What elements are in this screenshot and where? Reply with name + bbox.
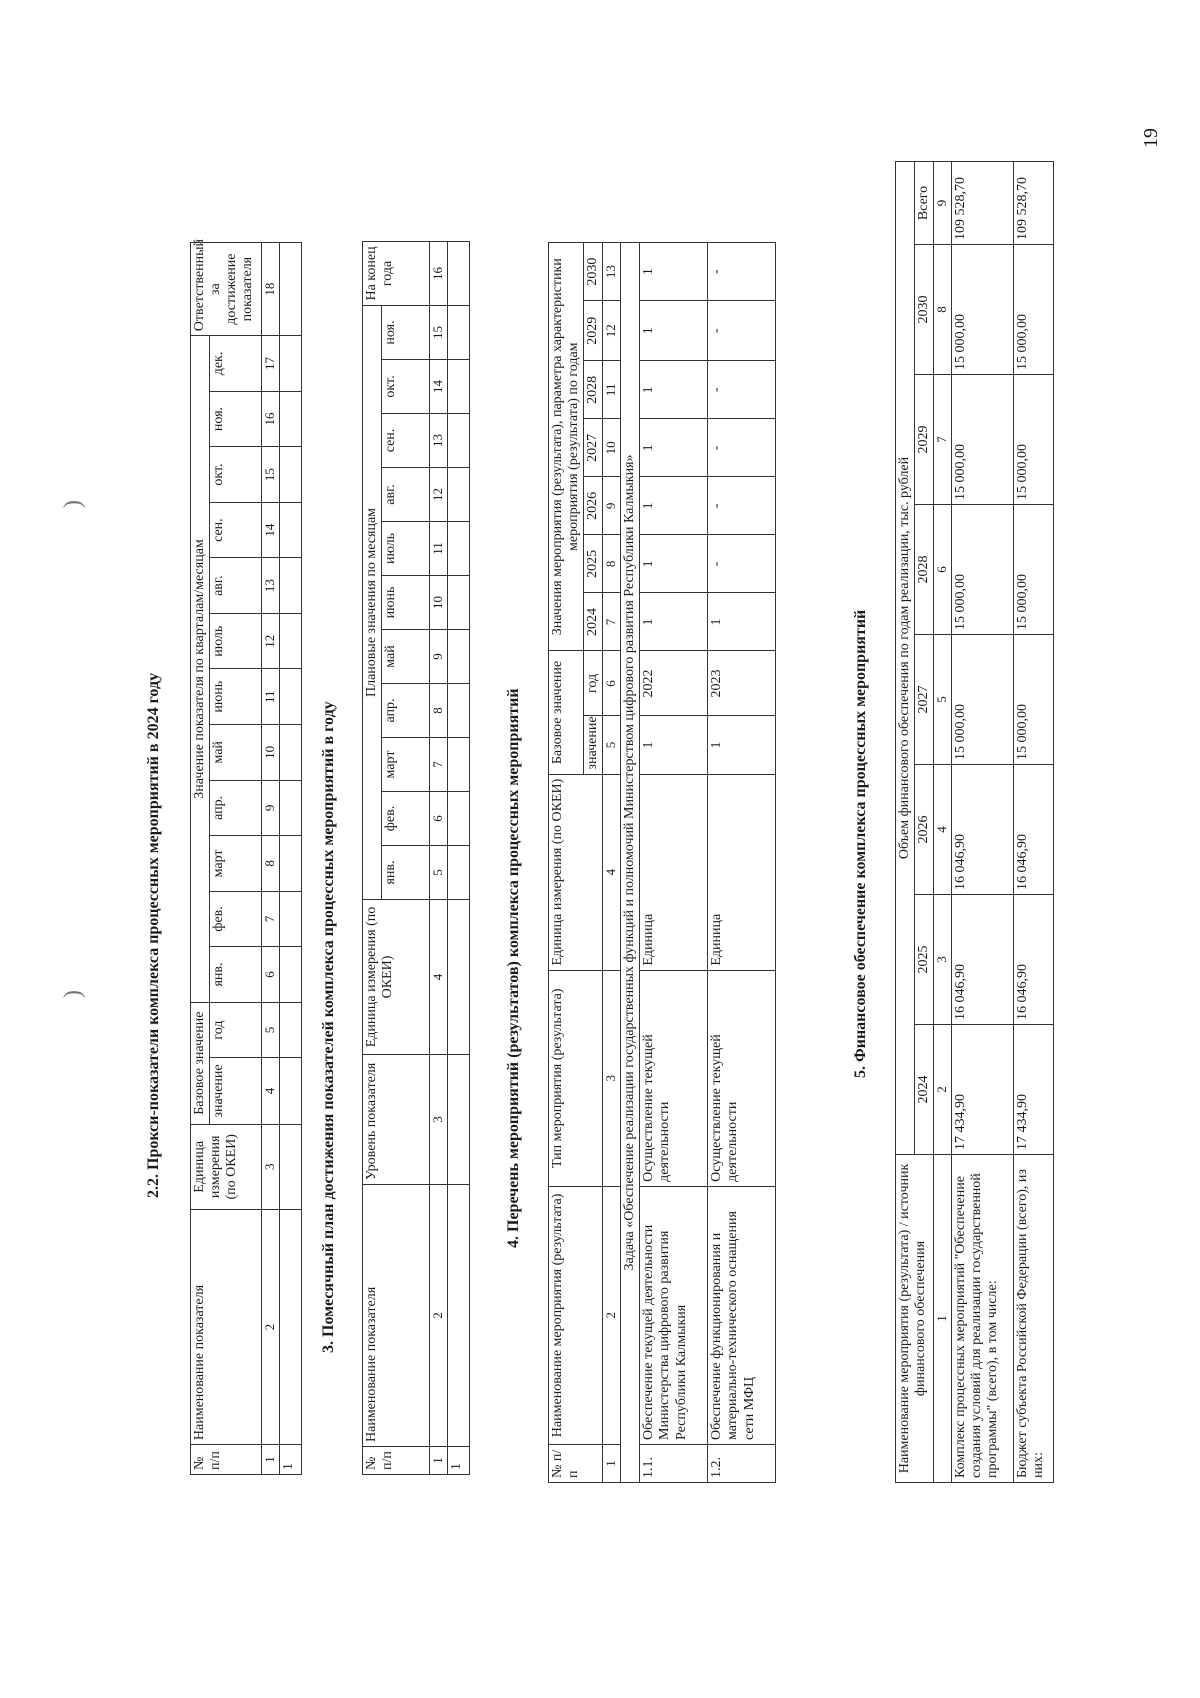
financing-table-block	[895, 161, 1054, 1483]
table-cell	[448, 305, 470, 359]
month-header: март	[382, 738, 430, 792]
base-year: 2022	[640, 651, 708, 716]
year-value: 1	[708, 593, 776, 651]
column-number: 3	[430, 1055, 448, 1185]
column-number: 6	[430, 792, 448, 846]
column-number: 11	[262, 669, 280, 725]
header-cell: Объем финансового обеспечения по годам реализации, тыс. рублей	[896, 161, 915, 1154]
column-number: 13	[603, 243, 621, 301]
monthly-plan-table-block	[362, 241, 470, 1475]
column-number: 9	[934, 161, 952, 244]
column-number: 9	[603, 477, 621, 535]
column-number: 11	[603, 361, 621, 419]
column-number: 11	[430, 522, 448, 576]
year-header: 2025	[584, 535, 603, 593]
task-row: Задача «Обеспечение реализации государственных функций и полномочий Министерством цифрового развития Республики Калмыкия»	[621, 243, 640, 1483]
year-value: -	[708, 477, 776, 535]
column-number: 14	[262, 502, 280, 558]
financing-value: 16 046,90	[1014, 765, 1054, 895]
header-cell: Наименование мероприятия (результата)	[549, 1186, 603, 1444]
column-number: 7	[934, 375, 952, 505]
table-cell	[280, 725, 302, 781]
month-header: март	[210, 836, 262, 892]
table-cell	[448, 360, 470, 414]
year-value: -	[708, 243, 776, 301]
table-cell	[280, 558, 302, 614]
row-number: 1.1.	[640, 1444, 708, 1482]
month-header: июнь	[210, 669, 262, 725]
financing-value: 16 046,90	[952, 895, 1014, 1025]
year-value: -	[708, 419, 776, 477]
financing-value: 15 000,00	[1014, 375, 1054, 505]
column-number: 10	[262, 725, 280, 781]
column-number: 10	[603, 419, 621, 477]
column-number: 4	[603, 774, 621, 970]
financing-value: 15 000,00	[1014, 505, 1054, 635]
column-number: 1	[934, 1155, 952, 1483]
financing-value: 16 046,90	[952, 765, 1014, 895]
activity-type: Осуществление текущей деятельности	[640, 970, 708, 1186]
column-number: 3	[934, 895, 952, 1025]
year-value: -	[708, 301, 776, 361]
column-number: 12	[430, 468, 448, 522]
year-header: 2029	[915, 375, 934, 505]
month-header: май	[382, 630, 430, 684]
column-number: 8	[262, 836, 280, 892]
column-number: 2	[934, 1025, 952, 1155]
financing-value: 15 000,00	[952, 375, 1014, 505]
financing-value: 16 046,90	[1014, 895, 1054, 1025]
table-cell	[448, 900, 470, 1055]
month-header: сен.	[382, 414, 430, 468]
table-cell	[280, 1124, 302, 1209]
year-value: -	[708, 361, 776, 419]
table-cell	[448, 414, 470, 468]
table-cell	[280, 613, 302, 669]
header-cell: год	[210, 1002, 262, 1058]
year-value: 1	[640, 243, 708, 301]
header-cell: № п/п	[191, 1445, 262, 1475]
table-cell: 1	[280, 1445, 302, 1475]
financing-value: 17 434,90	[1014, 1025, 1054, 1155]
month-header: фев.	[382, 792, 430, 846]
month-header: фев.	[210, 891, 262, 947]
base-value: 1	[640, 716, 708, 774]
activity-name: Обеспечение функционирования и материально-технического оснащения сети МФЦ	[708, 1186, 776, 1444]
base-year: 2023	[708, 651, 776, 716]
financing-source: Бюджет субъекта Российской Федерации (всего), из них:	[1014, 1155, 1054, 1483]
year-header: 2024	[584, 593, 603, 651]
header-cell: год	[584, 651, 603, 716]
header-cell: Базовое значение	[191, 1002, 210, 1124]
section-2-2-title: 2.2. Прокси-показатели комплекса процессных мероприятий в 2024 году	[145, 672, 162, 1198]
financing-source: Комплекс процессных мероприятий "Обеспечение создания условий для реализации государственной программы" (всего), в том числе:	[952, 1155, 1014, 1483]
header-cell: Тип мероприятия (результата)	[549, 970, 603, 1186]
header-cell: значение	[584, 716, 603, 774]
year-value: 1	[640, 361, 708, 419]
column-number: 8	[603, 535, 621, 593]
column-number: 18	[262, 243, 280, 336]
header-cell: Наименование мероприятия (результата) / источник финансового обеспечения	[896, 1155, 934, 1483]
column-number: 7	[262, 891, 280, 947]
year-value: -	[708, 535, 776, 593]
month-header: ноя.	[210, 391, 262, 447]
page-number: 19	[1140, 128, 1162, 148]
column-number: 1	[262, 1445, 280, 1475]
column-number: 17	[262, 336, 280, 392]
column-number: 16	[430, 241, 448, 305]
year-value: 1	[640, 477, 708, 535]
year-header: 2027	[584, 419, 603, 477]
proxy-indicators-table	[190, 238, 302, 1475]
month-header: окт.	[382, 360, 430, 414]
column-number: 15	[262, 447, 280, 503]
column-number: 6	[603, 651, 621, 716]
column-number: 15	[430, 305, 448, 359]
year-value: 1	[640, 593, 708, 651]
table-cell	[280, 669, 302, 725]
financing-total: 109 528,70	[952, 161, 1014, 244]
year-value: 1	[640, 419, 708, 477]
month-header: дек.	[210, 336, 262, 392]
header-cell: Наименование показателя	[191, 1210, 262, 1445]
table-cell	[448, 1055, 470, 1185]
year-header: 2026	[915, 765, 934, 895]
month-header: янв.	[210, 947, 262, 1003]
table-cell	[448, 1185, 470, 1447]
column-number: 4	[430, 900, 448, 1055]
financing-value: 15 000,00	[952, 245, 1014, 375]
activity-unit: Единица	[708, 774, 776, 970]
month-header: сен.	[210, 502, 262, 558]
year-header: 2027	[915, 635, 934, 765]
table-cell	[280, 1210, 302, 1445]
monthly-plan-table	[362, 241, 470, 1475]
table-cell: 1	[448, 1447, 470, 1475]
header-cell: Значения мероприятия (результата), параметра характеристики мероприятия (результата) по годам	[549, 243, 584, 651]
table-cell	[280, 391, 302, 447]
year-header: 2028	[584, 361, 603, 419]
table-cell	[448, 792, 470, 846]
month-header: апр.	[382, 684, 430, 738]
scan-mark: )	[60, 500, 86, 508]
table-cell	[448, 630, 470, 684]
column-number: 6	[934, 505, 952, 635]
column-number: 12	[603, 301, 621, 361]
column-number: 7	[603, 593, 621, 651]
column-number: 4	[262, 1058, 280, 1124]
header-cell: Уровень показателя	[363, 1055, 430, 1185]
month-header: апр.	[210, 780, 262, 836]
column-number: 14	[430, 360, 448, 414]
column-number: 3	[603, 970, 621, 1186]
financing-value: 15 000,00	[1014, 635, 1054, 765]
table-cell	[448, 241, 470, 305]
column-number: 2	[603, 1186, 621, 1444]
row-number: 1.2.	[708, 1444, 776, 1482]
table-cell	[448, 846, 470, 900]
header-cell: Наименование показателя	[363, 1185, 430, 1447]
column-number: 5	[603, 716, 621, 774]
year-value: 1	[640, 301, 708, 361]
column-number: 5	[934, 635, 952, 765]
financing-value: 15 000,00	[952, 505, 1014, 635]
column-number: 12	[262, 613, 280, 669]
month-header: июль	[382, 522, 430, 576]
month-header: июнь	[382, 576, 430, 630]
table-cell	[448, 576, 470, 630]
financing-table	[895, 161, 1054, 1483]
header-cell: Единица измерения (по ОКЕИ)	[363, 900, 430, 1055]
activity-type: Осуществление текущей деятельности	[708, 970, 776, 1186]
month-header: янв.	[382, 846, 430, 900]
column-number: 7	[430, 738, 448, 792]
activity-unit: Единица	[640, 774, 708, 970]
column-number: 6	[262, 947, 280, 1003]
month-header: окт.	[210, 447, 262, 503]
table-cell	[280, 947, 302, 1003]
table-cell	[448, 522, 470, 576]
header-cell: Плановые значения по месяцам	[363, 305, 382, 899]
table-cell	[448, 684, 470, 738]
activities-table-block	[548, 242, 776, 1483]
header-cell: № п/п	[549, 1444, 603, 1482]
month-header: ноя.	[382, 305, 430, 359]
financing-value: 17 434,90	[952, 1025, 1014, 1155]
activity-name: Обеспечение текущей деятельности Министерства цифрового развития Республики Калмыкия	[640, 1186, 708, 1444]
table-cell	[280, 243, 302, 336]
column-number: 1	[603, 1444, 621, 1482]
column-number: 5	[262, 1002, 280, 1058]
column-number: 2	[430, 1185, 448, 1447]
header-cell: значение	[210, 1058, 262, 1124]
table-cell	[280, 1058, 302, 1124]
table-cell	[280, 447, 302, 503]
month-header: авг.	[382, 468, 430, 522]
year-header: 2030	[584, 243, 603, 301]
total-header: Всего	[915, 161, 934, 244]
financing-total: 109 528,70	[1014, 161, 1054, 244]
column-number: 5	[430, 846, 448, 900]
header-cell: Ответственный за достижение показателя	[191, 243, 262, 336]
header-cell: На конец года	[363, 241, 430, 305]
activities-table	[548, 242, 776, 1483]
base-value: 1	[708, 716, 776, 774]
proxy-indicators-table-block	[190, 238, 302, 1475]
column-number: 10	[430, 576, 448, 630]
table-cell	[280, 502, 302, 558]
month-header: авг.	[210, 558, 262, 614]
table-cell	[448, 738, 470, 792]
year-header: 2028	[915, 505, 934, 635]
column-number: 9	[262, 780, 280, 836]
section-3-title: 3. Помесячный план достижения показателей комплекса процессных мероприятий в году	[320, 701, 337, 1353]
column-number: 13	[430, 414, 448, 468]
column-number: 16	[262, 391, 280, 447]
column-number: 13	[262, 558, 280, 614]
column-number: 8	[430, 684, 448, 738]
scan-mark: )	[60, 990, 86, 998]
financing-value: 15 000,00	[952, 635, 1014, 765]
table-cell	[280, 836, 302, 892]
year-header: 2024	[915, 1025, 934, 1155]
month-header: июль	[210, 613, 262, 669]
section-5-title: 5. Финансовое обеспечение комплекса процессных мероприятий	[852, 609, 869, 1078]
column-number: 1	[430, 1447, 448, 1475]
column-number: 4	[934, 765, 952, 895]
table-cell	[280, 1002, 302, 1058]
section-4-title: 4. Перечень мероприятий (результатов) комплекса процессных мероприятий	[505, 688, 522, 1248]
table-cell	[280, 891, 302, 947]
year-header: 2029	[584, 301, 603, 361]
column-number: 3	[262, 1124, 280, 1209]
header-cell: Базовое значение	[549, 651, 584, 774]
table-cell	[280, 780, 302, 836]
column-number: 2	[262, 1210, 280, 1445]
year-header: 2025	[915, 895, 934, 1025]
table-cell	[280, 336, 302, 392]
header-cell: Единица измерения (по ОКЕИ)	[549, 774, 603, 970]
column-number: 8	[934, 245, 952, 375]
header-cell: Единица измерения (по ОКЕИ)	[191, 1124, 262, 1209]
year-value: 1	[640, 535, 708, 593]
table-cell	[448, 468, 470, 522]
header-cell: Значение показателя по кварталам/месяцам	[191, 336, 210, 1003]
header-cell: № п/п	[363, 1447, 430, 1475]
month-header: май	[210, 725, 262, 781]
financing-value: 15 000,00	[1014, 245, 1054, 375]
year-header: 2026	[584, 477, 603, 535]
column-number: 9	[430, 630, 448, 684]
year-header: 2030	[915, 245, 934, 375]
